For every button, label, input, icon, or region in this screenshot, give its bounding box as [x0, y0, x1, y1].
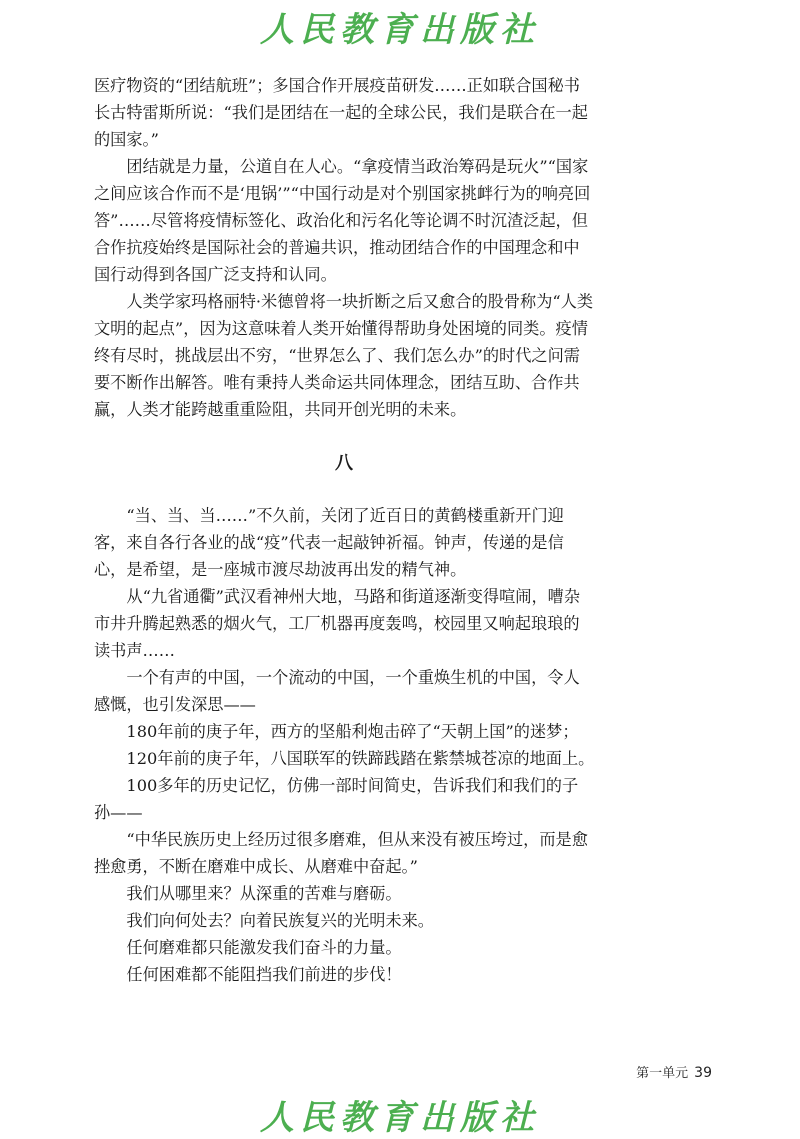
publisher-logo: 人民教育出版社 — [260, 10, 540, 50]
paragraph: 团结就是力量，公道自在人心。“拿疫情当政治筹码是玩火”“国家之间应该合作而不是‘甩锅’”“中国行动是对个别国家挑衅行为的响亮回答”……尽管将疫情标签化、政治化和污名化等论调不时沉渣泛起，但合作抗疫始终是国际社会的普遍共识，推动团结合作的中国理念和中国行动得到各国广泛支持和认同。 — [94, 157, 591, 284]
publisher-logo: 人民教育出版社 — [260, 1098, 540, 1138]
page-footer — [636, 1062, 712, 1081]
paragraph: 任何磨难都只能激发我们奋斗的力量。 — [126, 938, 402, 957]
paragraph: 一个有声的中国，一个流动的中国，一个重焕生机的中国，令人感慨，也引发深思—— — [94, 668, 580, 714]
paragraph: 我们向何处去？向着民族复兴的光明未来。 — [126, 911, 434, 930]
article-body — [94, 72, 594, 988]
page-number: 39 — [694, 1065, 712, 1081]
section-heading: 八 — [335, 453, 353, 474]
unit-label: 第一单元 — [636, 1066, 689, 1081]
paragraph: 人类学家玛格丽特·米德曾将一块折断之后又愈合的股骨称为“人类文明的起点”，因为这意味着人类开始懂得帮助身处困境的同类。疫情终有尽时，挑战层出不穷，“世界怎么了、我们怎么办”的时代之问需要不断作出解答。唯有秉持人类命运共同体理念，团结互助、合作共赢，人类才能跨越重重险阻，共同开创光明的未来。 — [94, 292, 594, 419]
paragraph: “中华民族历史上经历过很多磨难，但从来没有被压垮过，而是愈挫愈勇，不断在磨难中成长、从磨难中奋起。” — [94, 830, 588, 876]
paragraph: 120年前的庚子年，八国联军的铁蹄践踏在紫禁城苍凉的地面上。 — [126, 749, 595, 768]
paragraph: “当、当、当……”不久前，关闭了近百日的黄鹤楼重新开门迎客，来自各行各业的战“疫”代表一起敲钟祈福。钟声，传递的是信心，是希望，是一座城市渡尽劫波再出发的精气神。 — [94, 506, 564, 579]
paragraph: 180年前的庚子年，西方的坚船利炮击碎了“天朝上国”的迷梦； — [126, 722, 579, 741]
paragraph: 我们从哪里来？从深重的苦难与磨砺。 — [126, 884, 402, 903]
paragraph: 100多年的历史记忆，仿佛一部时间简史，告诉我们和我们的子孙—— — [94, 776, 579, 822]
paragraph: 从“九省通衢”武汉看神州大地，马路和街道逐渐变得喧闹，嘈杂市井升腾起熟悉的烟火气，工厂机器再度轰鸣，校园里又响起琅琅的读书声…… — [94, 587, 581, 660]
paragraph: 医疗物资的“团结航班”；多国合作开展疫苗研发……正如联合国秘书长古特雷斯所说：“我们是团结在一起的全球公民，我们是联合在一起的国家。” — [94, 76, 588, 149]
paragraph: 任何困难都不能阻挡我们前进的步伐！ — [126, 965, 402, 984]
